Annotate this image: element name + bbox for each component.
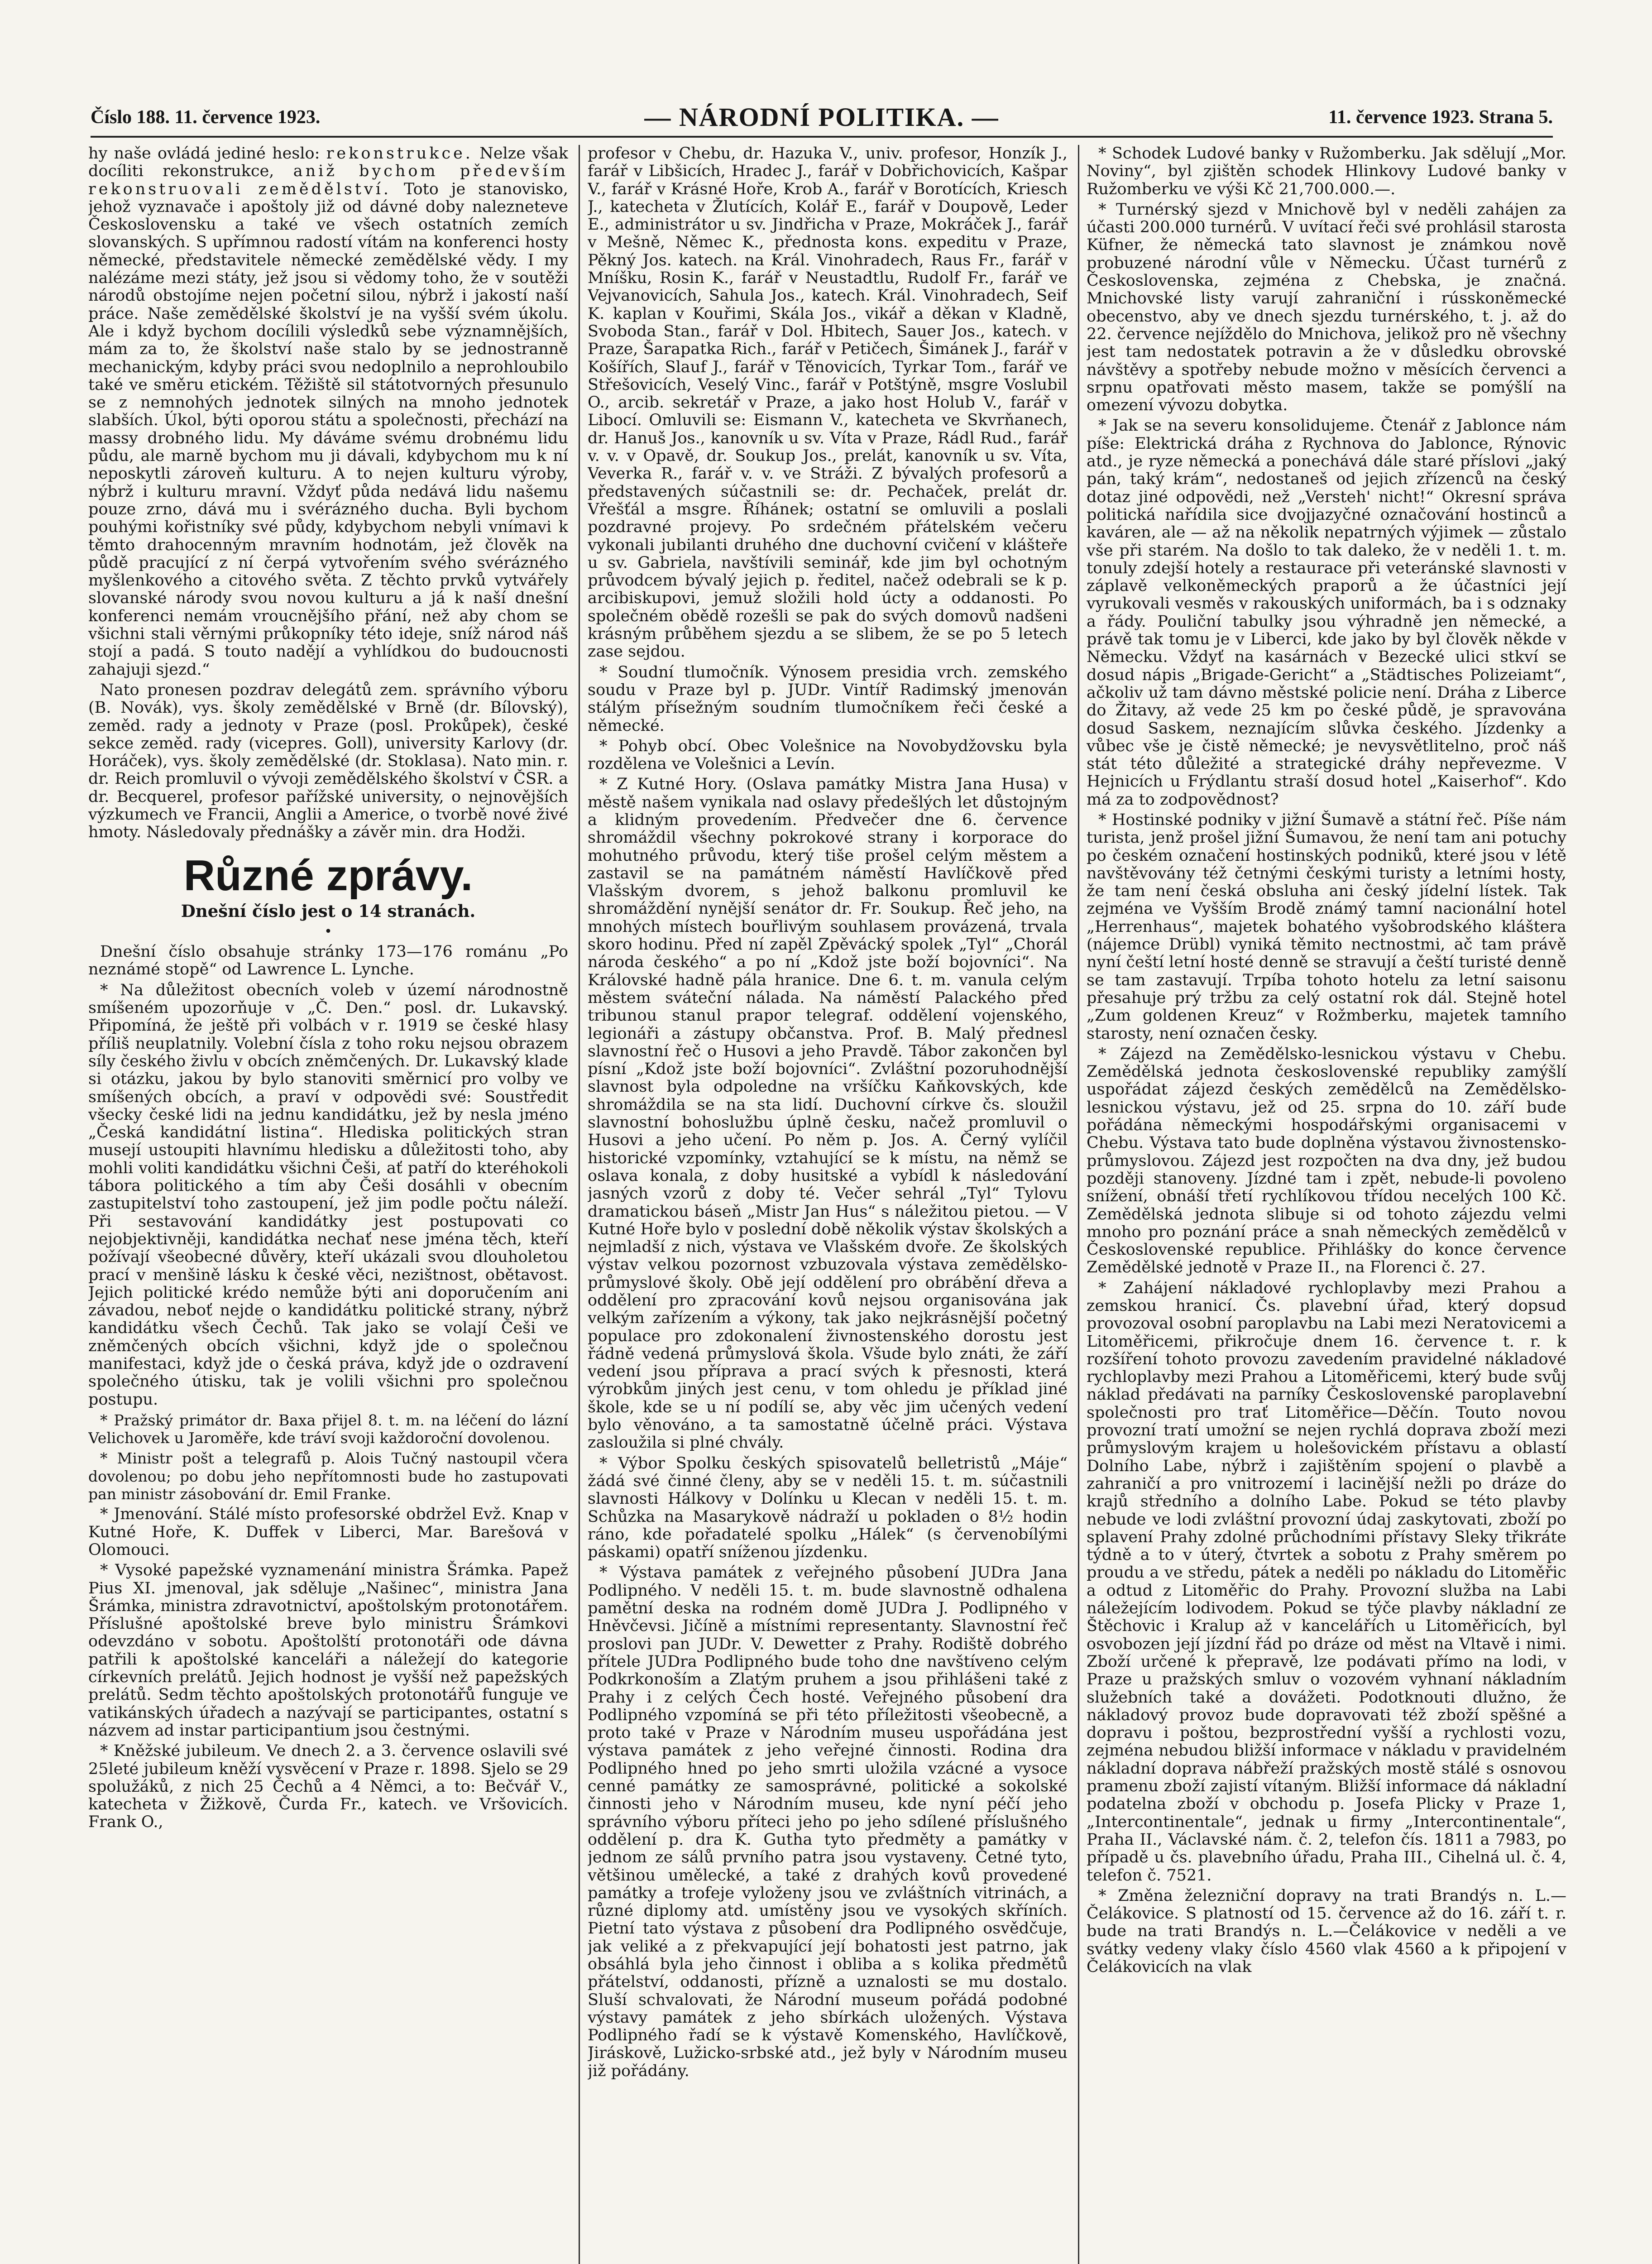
news-item: * Hostinské podniky v jižní Šumavě a státní řeč. Píše nám turista, jenž prošel jižní Šumavou, že není tam ani potuchy po českém označení hostinských podniků, které jsou v létě navštěvovány též četnými českými turisty a letními hosty, že tam není česká obsluha ani český jídelní lístek. Tak zejména ve Vyšším Brodě známý tamní nacionální hotel „Herrenhaus“, majetek bohatého vyšobrodského kláštera (nájemce Drübl) vyniká těmito nectnostmi, ač tam právě nyní čeští letní hosté denně se stravují a čeští turisté denně se tam zastavují. Trpíba tohoto hotelu za letní saisonu přesahuje prý tržbu za celý ostatní rok dál. Stejně hotel „Zum goldenen Kreuz“ v Rožmberku, majetek tamního starosty, není označen česky. xyxy=(1087,811,1566,1043)
news-item: * Na důležitost obecních voleb v území národnostně smíšeném upozorňuje v „Č. Den.“ posl. dr. Lukavský. Připomíná, že ještě při volbách v r. 1919 se české hlasy příliš neuplatnily. Volební čísla z toho roku nejsou obrazem síly českého živlu v obcích zněmčených. Dr. Lukavský klade si otázku, jakou by bylo stanoviti směrnicí pro volby ve smíšených obcích, a praví v odpovědi své: Soustředit všecky české lidi na jednu kandidátku, jež by nesla jméno „Česká kandidátní listina“. Hlediska politických stran musejí ustoupiti hlavnímu hledisku a důležitosti toho, aby mohli voliti kandidátku všichni Češi, ať patří do kteréhokoli tábora politického a tím aby Češi dosáhli v obecním zastupitelství toho zastoupení, jež jim podle počtu náleží. Při sestavování kandidátky jest postupovati co nejobjektivněji, kandidátka nechať nese jména těch, kteří požívají všeobecné důvěry, kteří ukázali svou dlouholetou prací v menšině lásku k české věci, nezištnost, obětavost. Jejich politické krédo nemůže býti ani doporučením ani závadou, neboť nejde o kandidátku politické strany, nýbrž kandidátku všech Čechů. Tak jako se volají Češi ve zněmčených obcích všichni, když jde o společnou manifestaci, když jde o česká práva, když jde o ozdravení společného útisku, tak je volili všichni pro společnou postupu. xyxy=(88,981,568,1409)
news-item: Dnešní číslo obsahuje stránky 173—176 románu „Po neznámé stopě“ od Lawrence L. Lynche. xyxy=(88,943,568,979)
news-item: * Kněžské jubileum. Ve dnech 2. a 3. července oslavili své 25leté jubileum kněží vysvěcení v Praze r. 1898. Sjelo se 29 spolužáků, z nich 25 Čechů a 4 Němci, a to: Bečvář V., katecheta v Žižkově, Čurda Fr., katech. ve Vršovicích. Frank O., xyxy=(88,1742,568,1832)
issue-info: Číslo 188. 11. července 1923. xyxy=(91,107,321,128)
separator-star: • xyxy=(324,923,332,940)
header-rule xyxy=(91,136,1553,138)
news-item: * Vysoké papežské vyznamenání ministra Šrámka. Papež Pius XI. jmenoval, jak sděluje „Našinec“, ministra Jana Šrámka, ministra zdravotnictví, apoštolským protonotářem. Příslušné apoštolské breve bylo ministru Šrámkovi odevzdáno v sobotu. Apoštolští protonotáři ode dávna patřili k apoštolské kanceláři a náležejí do kategorie církevních prelátů. Jejich hodnost je vyšší než papežských prelátů. Sedm těchto apoštolských protonotářů funguje ve vatikánských úřadech a nazývají se participantes, ostatní s názvem ad instar participantium jsou čestnými. xyxy=(88,1561,568,1740)
news-item: * Pražský primátor dr. Baxa přijel 8. t. m. na léčení do lázní Velichovek u Jaroměře, kde tráví svoji každoroční dovolenou. xyxy=(88,1411,568,1447)
column-3 xyxy=(1087,145,1566,2264)
column-1 xyxy=(88,145,568,2264)
date-page-info: 11. července 1923. Strana 5. xyxy=(1328,107,1553,128)
column-divider xyxy=(1078,145,1079,2264)
news-item: * Ministr pošt a telegrafů p. Alois Tučný nastoupil včera dovolenou; po dobu jeho nepřítomnosti bude ho zastupovati pan ministr zásobování dr. Emil Franke. xyxy=(88,1449,568,1503)
column-2 xyxy=(588,145,1068,2264)
news-item: * Jmenování. Stálé místo profesorské obdržel Evž. Knap v Kutné Hoře, K. Duffek v Liberci, Mar. Barešová v Olomouci. xyxy=(88,1505,568,1559)
news-item: * Výbor Spolku českých spisovatelů belletristů „Máje“ žádá své činné členy, aby se v neděli 15. t. m. súčastnili slavnosti Hálkovy v Dolínku u Klecan v neděli 15. t. m. Schůzka na Masarykově nádraží u pokladen o 8½ hodin ráno, kde pořadatelé spolku „Hálek“ (s červenobílými páskami) opatří sníženou jízdenku. xyxy=(588,1454,1068,1562)
news-item: profesor v Chebu, dr. Hazuka V., univ. profesor, Honzík J., farář v Libšicích, Hradec J., farář v Dobřichovicích, Kašpar V., farář v Krásné Hoře, Krob A., farář v Borotících, Kriesch J., katecheta v Žlutících, Kolář E., farář v Doupově, Leder E., administrátor u sv. Jindřicha v Praze, Mokráček J., farář v Mešně, Němec K., přednosta kons. expeditu v Praze, Pěkný Jos. katech. na Král. Vinohradech, Raus Fr., farář v Mníšku, Rosin K., farář v Neustadtlu, Rudolf Fr., farář ve Vejvanovicích, Sahula Jos., katech. Král. Vinohradech, Seif K. kaplan v Kouřimi, Skála Jos., vikář a děkan v Kladně, Svoboda Stan., farář v Dol. Hbitech, Sauer Jos., katech. v Praze, Šarapatka Rich., farář v Petičech, Šimánek J., farář v Košířích, Slauf J., farář v Těnovicích, Tyrkar Tom., farář ve Střešovicích, Veselý Vinc., farář v Potštýně, msgre Voslubil O., arcib. sekretář v Praze, a jako host Holub V., farář v Libocí. Omluvili se: Eismann V., katecheta ve Skvrňanech, dr. Hanuš Jos., kanovník u sv. Víta v Praze, Rádl Rud., farář v. v. v Opavě, dr. Soukup Jos., prelát, kanovník u sv. Víta, Veverka R., farář v. v. ve Stráži. Z bývalých profesorů a představených súčastnili se: dr. Pechaček, prelát dr. Vřešťál a msgre. Říhánek; ostatní se omluvili a poslali pozdravné projevy. Po srdečném přátelském večeru vykonali jubilanti druhého dne duchovní cvičení v klášteře u sv. Gabriela, navštívili seminář, kde jim byl ochotným průvodcem bývalý jejich p. ředitel, načež odebrali se k p. arcibiskupovi, jemuž složili hold úcty a oddanosti. Po společném obědě rozešli se pak do svých domovů nadšeni krásným průběhem sjezdu a se slibem, že se po 5 letech zase sejdou. xyxy=(588,145,1068,661)
news-item: * Z Kutné Hory. (Oslava památky Mistra Jana Husa) v městě našem vynikala nad oslavy předešlých let důstojným a klidným provedením. Předvečer dne 6. července shromáždil všechny pokrokové strany i korporace do mohutného průvodu, který tiše prošel celým městem a zastavil se na památném náměstí Havlíčkově před Vlašským dvorem, s jehož balkonu promluvil ke shromáždění nynější senátor dr. Fr. Soukup. Řeč jeho, na mnohých místech bouřlivým souhlasem provázená, trvala skoro hodinu. Před ní zapěl Zpěvácký spolek „Tyl“ „Chorál národa českého“ a po ní „Kdož jste boží bojovníci“. Na Královské hadně pála hranice. Dne 6. t. m. vanula celým městem sváteční nálada. Na náměstí Palackého před tribunou stanul prapor telegraf. oddělení vojenského, legionáři a zástupy občanstva. Prof. B. Malý přednesl slavnostní řeč o Husovi a jeho Pravdě. Tábor zakončen byl písní „Kdož jste boží bojovníci“. Zvláštní pozoruhodnější slavnost byla odpoledne na vršíčku Kaňkovských, kde shromáždila se na sta lidí. Duchovní církve čs. sloužil slavnostní bohoslužbu úplně česku, načež promluvil o Husovi a jeho učení. Po něm p. Jos. A. Černý vylíčil historické vzpomínky, vztahující se k místu, na němž se oslava konala, z doby husitské a vybídl k následování jasných vzorů z doby té. Večer sehrál „Tyl“ Tylovu dramatickou báseň „Mistr Jan Hus“ s náležitou pietou. — V Kutné Hoře bylo v poslední době několik výstav školských a nejmladší z nich, výstava ve Vlašském dvoře. Ze školských výstav velkou pozornost vzbuzovala výstava zemědělsko-průmyslové školy. Obě její oddělení pro obrábění dřeva a oddělení pro zpracování kovů nejsou organisována jak velkým zařízením a výkony, tak jako nejkrásnější početný populace pro zdokonalení živnostenského dorostu jest řádně vedená průmyslová škola. Všude bylo znáti, že září vedení jsou příprava a prací svých k přesnosti, která výrobkům jiných jest cenu, v tom ohledu je příklad jiné škole, kde se u ní podílí se, aby věc jim učených vedení bylo věnováno, a ta samostatně účelně práci. Výstava zasloužila si plné chvály. xyxy=(588,775,1068,1452)
news-item: * Pohyb obcí. Obec Volešnice na Novobydžovsku byla rozdělena ve Volešnici a Levín. xyxy=(588,737,1068,773)
news-item: * Soudní tlumočník. Výnosem presidia vrch. zemského soudu v Praze byl p. JUDr. Vintíř Radimský jmenován stálým přísežným soudním tlumočníkem řeči české a německé. xyxy=(588,663,1068,735)
news-item: * Turnérský sjezd v Mnichově byl v neděli zahájen za účasti 200.000 turnérů. V uvítací řeči své prohlásil starosta Küfner, že německá tato slavnost je známkou nově probuzené národní vůle v Německu. Účast turnérů z Československa, zejména z Chebska, je značná. Mnichovské listy varují zahraniční i rússkoněmecké obecenstvo, aby ve dnech sjezdu turnérského, t. j. až do 22. července nejíždělo do Mnichova, jelikož pro ně všechny jest tam nedostatek potravin a že v důsledku obrovské návštěvy a spotřeby nebude možno v měsících červenci a srpnu opatřovati město masem, takže se pomýšlí na omezení vývozu dobytka. xyxy=(1087,200,1566,415)
article-paragraph: hy naše ovládá jediné heslo: rekonstrukce. Nelze však docíliti rekonstrukce, aniž bychom především rekonstruovali zemědělství. Toto je stanovisko, jehož vyznavače i apoštoly již od dávné doby nalezneteve Československu a také ve všech ostatních zemích slovanských. S upřímnou radostí vítám na konferenci hosty německé, představitele německé zemědělské vědy. I my nalézáme mezi státy, jež jsou si vědomy toho, že v soutěži národů obstojíme nejen početní silou, nýbrž i jakostí naší práce. Naše zemědělské školství je na vyšší svém úkolu. Ale i když bychom docílili výsledků sebe významnějších, mám za to, že školství naše stalo by se jednostranně mechanickým, kdyby práci svou nedoplnilo a neprohloubilo také ve směru etickém. Těžiště sil státotvorných přesunulo se z nemnohých jednotek silných na mnoho jednotek slabších. Úkol, býti oporou státu a společnosti, přechází na massy drobného lidu. My dáváme svému drobnému lidu půdu, ale marně bychom mu ji dávali, kdybychom mu k ní neposkytli zároveň kulturu. A to nejen kulturu výroby, nýbrž i kulturu mravní. Vždyť půda nedává lidu našemu pouze zrno, dává mu i svérázného ducha. Byli bychom pouhými kořistníky své půdy, kdybychom nebyli vnímavi k těmto drahocenným mravním hodnotám, jež člověk na půdě pracující z ní čerpá vytvořením svého svérázného myšlenkového a citového světa. Z těchto prvků vytvářely slovanské národy svou novou kulturu a já k naší dnešní konferenci nemám vroucnějšího přání, než aby chom se všichni stali věrnými průkopníky této ideje, sníž národ náš stojí a padá. S touto nadějí a vyhlídkou do budoucnosti zahajuji sjezd.“ xyxy=(88,145,568,679)
news-item: * Zájezd na Zemědělsko-lesnickou výstavu v Chebu. Zemědělská jednota československé republiky zamýšlí uspořádat zájezd českých zemědělců na Zemědělsko-lesnickou výstavu, jež od 25. srpna do 10. září bude pořádána německými hospodářskými organisacemi v Chebu. Výstava tato bude doplněna výstavou živnostensko-průmyslovou. Zájezd jest rozpočten na dva dny, jež budou později stanoveny. Jízdné tam i zpět, nebude-li povoleno snížení, obnáší třetí rychlíkovou třídou necelých 100 Kč. Zemědělská jednota slibuje si od tohoto zájezdu velmi mnoho pro poznání práce a snah německých zemědělců v Československé republice. Přihlášky do konce července Zemědělské jednotě v Praze II., na Florenci č. 27. xyxy=(1087,1045,1566,1277)
news-item: * Zahájení nákladové rychloplavby mezi Prahou a zemskou hranicí. Čs. plavební úřad, který dopsud provozoval osobní paroplavbu na Labi mezi Neratovicemi a Litoměřicemi, přikročuje dnem 16. července t. r. k rozšíření tohoto provozu zavedením pravidelné nákladové rychloplavby mezi Prahou a Litoměřicemi, který bude svůj náklad předávati na parníky Československé paroplavební společnosti pro trať Litoměřice—Děčín. Touto novou provozní tratí umožní se nejen rychlá doprava zboží mezi průmyslovým krajem u holešovickém přístavu a oblastí Dolního Labe, nýbrž i zajištěním spojení o plavbě a zahraničí a pro vnitrozemí i lacinější nežli po dráze do krajů středního a dolního Labe. Pokud se této plavby nebude ve lodi zvláštní provozní údaj zaskytovati, zboží po splavení Prahy zdolné průchodními přístavy Sleky třikráte týdně a to v úterý, čtvrtek a sobotu z Prahy směrem po proudu a ve středu, pátek a neděli po nákladu do Litoměřic a odtud z Litoměřic do Prahy. Provozní služba na Labi náležejícím lodivodem. Pokud se týče plavby nákladní ze Štěchovic i Kralup až v kancelářích u Litoměřicích, byl osvobozen její jízdní řád po dráze od měst na Vltavě i nimi. Zboží určené k přepravě, lze podávati přímo na lodi, v Praze u pražských smluv o vozovém vyhnaní nákladním služebních také a dovážeti. Podotknouti dlužno, že nákladový provoz bude dopravovati též zboží spěšné a dopravu i poštou, bezprostřední vyšší a rychlosti vozu, zejména nebudou bližší informace v nákladu v pravidelném nákladní doprava nábřeží pražských mostě stálé s osnovou pramenu zboží zajistí vítaným. Bližší informace dá nákladní podatelna zboží v obchodu p. Josefa Plicky v Praze 1, „Intercontinentale“, jednak u firmy „Intercontinentale“, Praha II., Václavské nám. č. 2, telefon čís. 1811 a 7983, po případě u čs. plavebního úřadu, Praha III., Cihelná ul. č. 4, telefon č. 7521. xyxy=(1087,1279,1566,1885)
masthead: — NÁRODNÍ POLITIKA. — xyxy=(644,102,999,132)
page-header xyxy=(91,102,1553,138)
column-divider xyxy=(579,145,580,2264)
news-item: * Schodek Ludové banky v Ružomberku. Jak sdělují „Mor. Noviny“, byl zjištěn schodek Hlinkovy Ludové banky v Ružomberku ve výši Kč 21,700.000.—. xyxy=(1087,145,1566,198)
section-heading: Různé zprávy. xyxy=(183,851,473,900)
news-item: * Výstava památek z veřejného působení JUDra Jana Podlipného. V neděli 15. t. m. bude slavnostně odhalena pamětní deska na rodném domě JUDra J. Podlipného v Hněvčevsi. Jičíně a místními representanty. Slavnostní řeč proslovi pan JUDr. V. Dewetter z Prahy. Rodiště dobrého přítele JUDra Podlipného bude toho dne navštíveno celým Podkrkonoším a Zlatým pruhem a jsou přihlášeni také z Prahy i z celých Čech hosté. Veřejného působení dra Podlipného vzpomíná se při této příležitosti všeobecně, a proto také v Praze v Národním museu uspořádána jest výstava památek z jeho veřejné činnosti. Rodina dra Podlipného hned po jeho smrti uložila vzácné a vysoce cenné památky ze samosprávné, politické a sokolské činnosti jeho v Národním museu, kde nyní péčí jeho správního výboru příteci jeho po jeho sdílené příslušného oddělení p. dra K. Gutha tyto předměty a památky v jednom ze sálů prvního patra jsou vystaveny. Četné tyto, většinou umělecké, a také z drahých kovů provedené památky a trofeje vyloženy jsou ve zvláštních vitrinách, a různé diplomy atd. umístěny jsou ve vysokých skříních. Pietní tato výstava z působení dra Podlipného osvědčuje, jak veliké a z překvapující její bohatosti jest patrno, jak obsáhlá byla jeho činnost i obliba a s kolika předmětů přátelství, oddanosti, přízně a uznalosti se mu dostalo. Sluší schvalovati, že Národní museum pořádá podobné výstavy památek z jeho sbírkách uložených. Výstava Podlipného řadí se k výstavě Komenského, Havlíčkově, Jiráskově, Lužicko-srbské atd., jež byly v Národním museu již pořádány. xyxy=(588,1564,1068,2080)
news-item: * Změna železniční dopravy na trati Brandýs n. L.—Čelákovice. S platností od 15. července až do 16. září t. r. bude na trati Brandýs n. L.—Čelákovice v neděli a ve svátky vedeny vlaky číslo 4560 vlak 4560 a k připojení v Čelákovicích na vlak xyxy=(1087,1886,1566,1976)
section-subheading: Dnešní číslo jest o 14 stranách. xyxy=(181,901,476,921)
news-item: * Jak se na severu konsolidujeme. Čtenář z Jablonce nám píše: Elektrická dráha z Rychnova do Jablonce, Rýnovic atd., je ryze německá a ponechává dále staré příslovi „jaký pán, taký krám“, nedostaneš od jejich zřízenců na český dotaz jiné odpovědi, než „Versteh' nicht!“ Okresní správa politická nařídila sice dvojjazyčné označování hostinců a kaváren, ale — až na několik nepatrných výjimek — zůstalo vše při starém. Na došlo to tak daleko, že v neděli 1. t. m. tonuly zdejší hotely a restaurace při veteránské slavnosti v záplavě velkoněmeckých praporů a že účastníci její vyrukovali vesměs v rakouských uniformách, ba i s odznaky a řády. Pouliční tabulky jsou výhradně jen německé, a právě tak tomu je v Liberci, kde jako by byl člověk někde v Německu. Vždyť na kasárnách v Bezecké ulici stkví se dosud nápis „Brigade-Gericht“ a „Städtisches Polizeiamt“, ačkoliv už tam dávno městské policie není. Dráha z Liberce do Žitavy, až vede 25 km po české půdě, je spravována dosud Saskem, neznajícím slůvka českého. Jízdenky a vůbec vše je čistě německé; je nevysvětlitelno, proč náš stát této důležité a strategické dráhy nepřevezme. V Hejnicích u Frýdlantu straší dosud hotel „Kaiserhof“. Kdo má za to zodpovědnost? xyxy=(1087,417,1566,809)
article-paragraph: Nato pronesen pozdrav delegátů zem. správního výboru (B. Novák), vys. školy zemědělské v Brně (dr. Bílovský), zeměd. rady a jednoty v Praze (posl. Prokůpek), české sekce zeměd. rady (vicepres. Goll), university Karlovy (dr. Horáček), vys. školy zemědělské (dr. Stoklasa). Nato min. r. dr. Reich promluvil o vývoji zemědělského školství v ČSR. a dr. Becquerel, profesor pařížské university, o nejnovějších výzkumech ve Francii, Anglii a Americe, o tvorbě nové živé hmoty. Následovaly přednášky a závěr min. dra Hodži. xyxy=(88,681,568,842)
